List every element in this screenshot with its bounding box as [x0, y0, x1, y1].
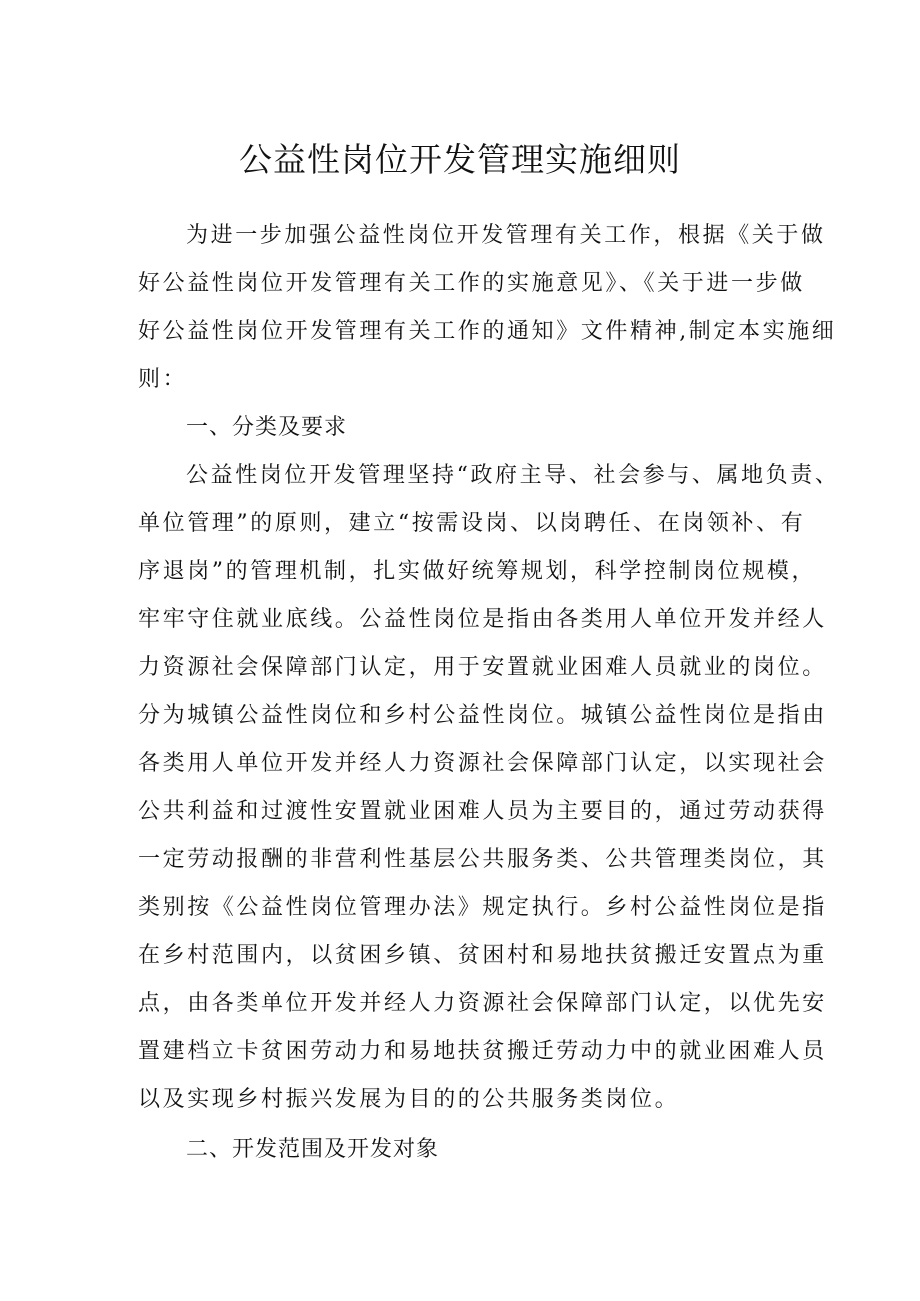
section-heading-2: 二、开发范围及开发对象	[186, 1137, 440, 1162]
intro-line: 为进一步加强公益性岗位开发管理有关工作，根据《关于做	[186, 223, 826, 248]
body-line: 公益性岗位开发管理坚持“政府主导、社会参与、属地负责、	[186, 463, 840, 488]
body-line: 分为城镇公益性岗位和乡村公益性岗位。城镇公益性岗位是指由	[138, 703, 827, 728]
section-heading-1: 一、分类及要求	[186, 415, 348, 440]
body-line: 以及实现乡村振兴发展为目的的公共服务类岗位。	[138, 1087, 680, 1112]
body-line: 公共利益和过渡性安置就业困难人员为主要目的，通过劳动获得	[138, 799, 827, 824]
intro-line: 好公益性岗位开发管理有关工作的实施意见》、《关于进一步做	[138, 271, 805, 296]
body-line: 一定劳动报酬的非营利性基层公共服务类、公共管理类岗位，其	[138, 847, 827, 872]
intro-line: 则：	[138, 367, 188, 392]
body-line: 置建档立卡贫困劳动力和易地扶贫搬迁劳动力中的就业困难人员	[138, 1039, 827, 1064]
body-line: 单位管理”的原则，建立“按需设岗、以岗聘任、在岗领补、有	[138, 511, 806, 536]
body-line: 在乡村范围内，以贫困乡镇、贫困村和易地扶贫搬迁安置点为重	[138, 943, 827, 968]
document-title: 公益性岗位开发管理实施细则	[239, 140, 681, 179]
body-line: 类别按《公益性岗位管理办法》规定执行。乡村公益性岗位是指	[138, 895, 827, 920]
body-line: 点，由各类单位开发并经人力资源社会保障部门认定，以优先安	[138, 991, 827, 1016]
intro-line: 好公益性岗位开发管理有关工作的通知》文件精神,制定本实施细	[138, 319, 837, 344]
body-line: 序退岗”的管理机制，扎实做好统筹规划，科学控制岗位规模，	[138, 559, 817, 584]
body-line: 力资源社会保障部门认定，用于安置就业困难人员就业的岗位。	[138, 655, 827, 680]
body-line: 牢牢守住就业底线。公益性岗位是指由各类用人单位开发并经人	[138, 607, 827, 632]
body-line: 各类用人单位开发并经人力资源社会保障部门认定，以实现社会	[138, 751, 827, 776]
